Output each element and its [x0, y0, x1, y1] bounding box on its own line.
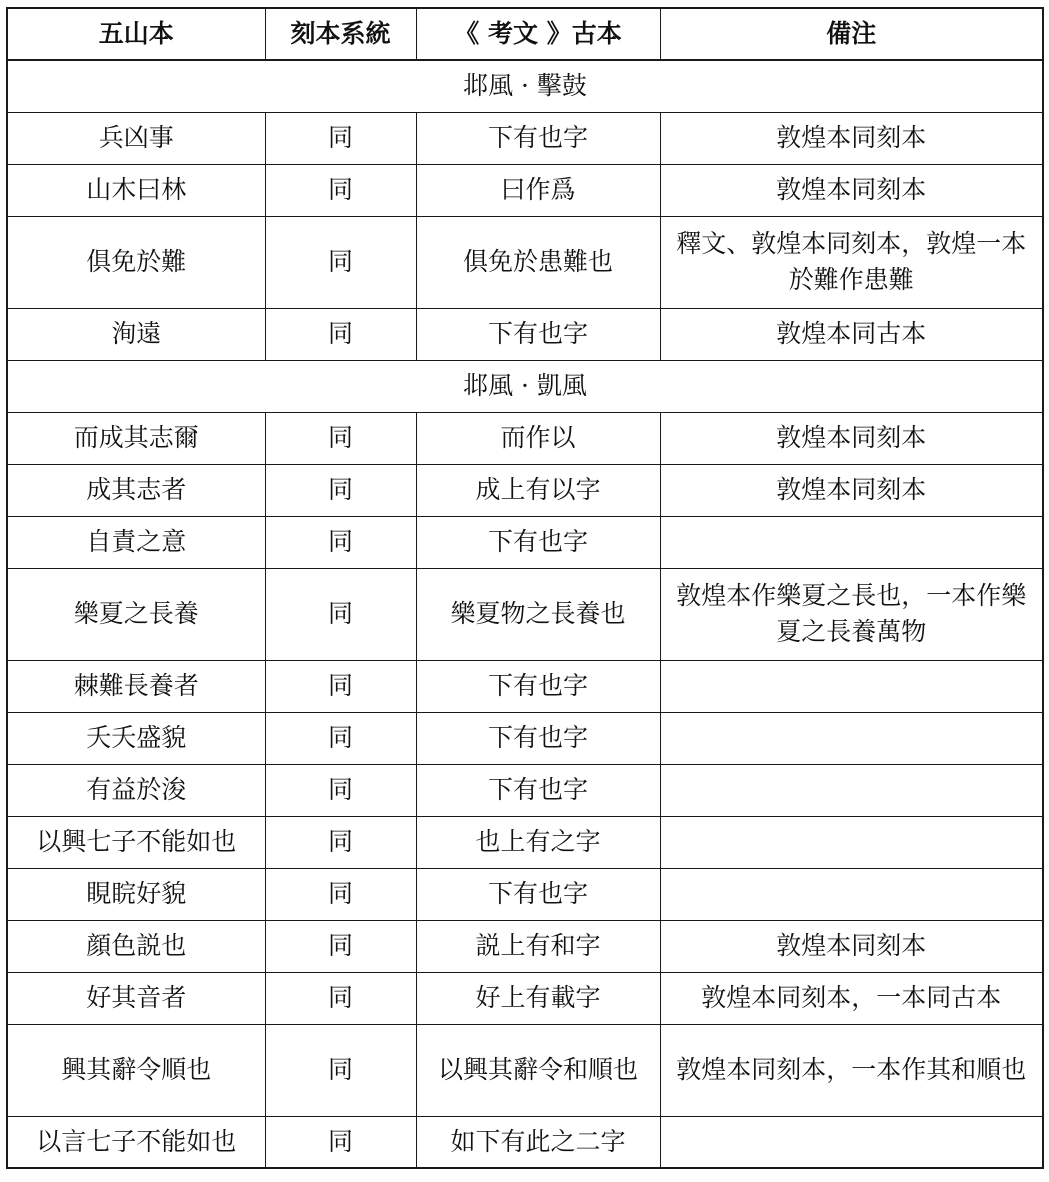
cell-kaowen: 下有也字	[416, 112, 660, 164]
cell-kaowen: 而作以	[416, 412, 660, 464]
table-row	[7, 972, 1043, 1024]
cell-wushan: 有益於浚	[7, 764, 265, 816]
cell-notes: 敦煌本同刻本	[660, 112, 1043, 164]
header-notes: 備注	[660, 8, 1043, 60]
cell-printed: 同	[265, 1116, 416, 1168]
cell-wushan: 洵遠	[7, 308, 265, 360]
cell-wushan: 以興七子不能如也	[7, 816, 265, 868]
cell-wushan: 睍睆好貌	[7, 868, 265, 920]
table-row	[7, 1024, 1043, 1116]
cell-printed: 同	[265, 164, 416, 216]
cell-printed: 同	[265, 972, 416, 1024]
cell-printed: 同	[265, 412, 416, 464]
cell-kaowen: 樂夏物之長養也	[416, 568, 660, 660]
table-row	[7, 464, 1043, 516]
cell-wushan: 而成其志爾	[7, 412, 265, 464]
cell-printed: 同	[265, 568, 416, 660]
cell-printed: 同	[265, 1024, 416, 1116]
cell-notes	[660, 516, 1043, 568]
header-kaowen-ancient: 《 考文 》古本	[416, 8, 660, 60]
section-row	[7, 360, 1043, 412]
cell-printed: 同	[265, 112, 416, 164]
table-row	[7, 516, 1043, 568]
table-row	[7, 164, 1043, 216]
cell-wushan: 自責之意	[7, 516, 265, 568]
cell-kaowen: 成上有以字	[416, 464, 660, 516]
cell-notes: 釋文、敦煌本同刻本，敦煌一本於難作患難	[660, 216, 1043, 308]
cell-notes: 敦煌本同刻本	[660, 412, 1043, 464]
table-row	[7, 660, 1043, 712]
cell-notes: 敦煌本同古本	[660, 308, 1043, 360]
cell-kaowen: 下有也字	[416, 764, 660, 816]
header-wushan-edition: 五山本	[7, 8, 265, 60]
cell-wushan: 好其音者	[7, 972, 265, 1024]
table-row	[7, 1116, 1043, 1168]
cell-printed: 同	[265, 216, 416, 308]
cell-kaowen: 説上有和字	[416, 920, 660, 972]
header-printed-lineage: 刻本系統	[265, 8, 416, 60]
cell-wushan: 以言七子不能如也	[7, 1116, 265, 1168]
table-row	[7, 308, 1043, 360]
cell-printed: 同	[265, 816, 416, 868]
collation-table	[6, 7, 1044, 1169]
cell-wushan: 俱免於難	[7, 216, 265, 308]
cell-kaowen: 俱免於患難也	[416, 216, 660, 308]
cell-wushan: 成其志者	[7, 464, 265, 516]
cell-wushan: 兵凶事	[7, 112, 265, 164]
cell-printed: 同	[265, 868, 416, 920]
cell-kaowen: 下有也字	[416, 868, 660, 920]
table-row	[7, 112, 1043, 164]
table-row	[7, 764, 1043, 816]
cell-kaowen: 好上有載字	[416, 972, 660, 1024]
cell-printed: 同	[265, 712, 416, 764]
cell-notes: 敦煌本同刻本	[660, 464, 1043, 516]
cell-wushan: 山木曰林	[7, 164, 265, 216]
cell-wushan: 棘難長養者	[7, 660, 265, 712]
cell-printed: 同	[265, 308, 416, 360]
cell-wushan: 樂夏之長養	[7, 568, 265, 660]
section-row	[7, 60, 1043, 112]
cell-notes	[660, 816, 1043, 868]
table-row	[7, 712, 1043, 764]
cell-wushan: 顔色説也	[7, 920, 265, 972]
cell-notes	[660, 660, 1043, 712]
table-row	[7, 816, 1043, 868]
cell-notes	[660, 1116, 1043, 1168]
cell-kaowen: 下有也字	[416, 712, 660, 764]
cell-kaowen: 也上有之字	[416, 816, 660, 868]
cell-notes	[660, 712, 1043, 764]
header-row	[7, 8, 1043, 60]
cell-notes: 敦煌本同刻本	[660, 164, 1043, 216]
cell-printed: 同	[265, 660, 416, 712]
cell-kaowen: 曰作爲	[416, 164, 660, 216]
table-row	[7, 216, 1043, 308]
cell-notes: 敦煌本同刻本，一本作其和順也	[660, 1024, 1043, 1116]
cell-kaowen: 下有也字	[416, 308, 660, 360]
cell-printed: 同	[265, 464, 416, 516]
section-title: 邶風 · 擊鼓	[7, 60, 1043, 112]
cell-kaowen: 以興其辭令和順也	[416, 1024, 660, 1116]
table-row	[7, 568, 1043, 660]
cell-printed: 同	[265, 920, 416, 972]
section-title: 邶風 · 凱風	[7, 360, 1043, 412]
cell-wushan: 夭夭盛貌	[7, 712, 265, 764]
table-row	[7, 868, 1043, 920]
cell-printed: 同	[265, 516, 416, 568]
cell-kaowen: 下有也字	[416, 660, 660, 712]
cell-notes: 敦煌本作樂夏之長也，一本作樂夏之長養萬物	[660, 568, 1043, 660]
cell-notes	[660, 764, 1043, 816]
table-row	[7, 920, 1043, 972]
cell-printed: 同	[265, 764, 416, 816]
cell-wushan: 興其辭令順也	[7, 1024, 265, 1116]
table-row	[7, 412, 1043, 464]
cell-kaowen: 如下有此之二字	[416, 1116, 660, 1168]
cell-kaowen: 下有也字	[416, 516, 660, 568]
cell-notes: 敦煌本同刻本，一本同古本	[660, 972, 1043, 1024]
cell-notes	[660, 868, 1043, 920]
cell-notes: 敦煌本同刻本	[660, 920, 1043, 972]
